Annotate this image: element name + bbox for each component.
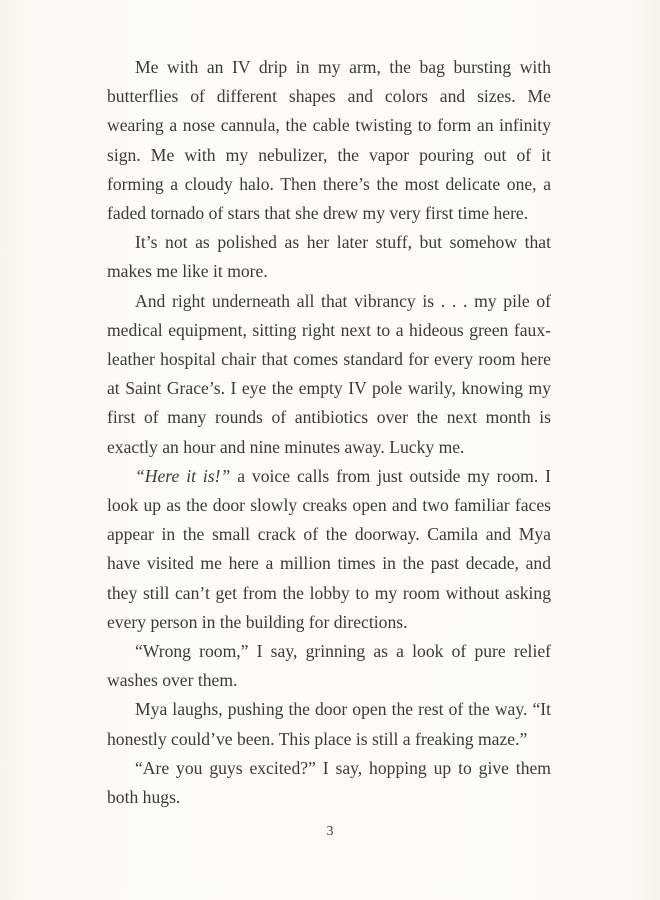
paragraph-5: “Wrong room,” I say, grinning as a look of pure relief washes over them. bbox=[107, 641, 551, 691]
page-number: 3 bbox=[326, 824, 334, 839]
paragraph-1: Me with an IV drip in my arm, the bag bursting with butterflies of different shapes and colors and sizes. Me wearing a nose cannula, the cable twisting to form an infinity sign. Me with my nebulizer, the vapor pouring out of it forming a cloudy halo. Then there’s the most delicate one, a faded tornado of stars that she drew my very first time here. bbox=[107, 57, 551, 224]
paragraph-4-rest: a voice calls from just outside my room. I look up as the door slowly creaks open and two familiar faces appear in the small crack of the doorway. Camila and Mya have visited me here a million times in the past decade, and they still can’t get from the lobby to my room without asking every person in the building for directions. bbox=[107, 465, 551, 632]
dialogue-italic: “Here it is!” bbox=[135, 465, 231, 486]
paragraph-7: “Are you guys excited?” I say, hopping up to give them both hugs. bbox=[107, 757, 551, 808]
paragraph-2: It’s not as polished as her later stuff, but somehow that makes me like it more. bbox=[107, 232, 551, 282]
paragraph-6: Mya laughs, pushing the door open the rest of the way. “It honestly could’ve been. This place is still a freaking maze.” bbox=[107, 699, 551, 749]
body-text bbox=[107, 53, 551, 812]
paragraph-4 bbox=[107, 462, 551, 637]
paragraph-3: And right underneath all that vibrancy is . . . my pile of medical equipment, sitting right next to a hideous green faux-leather hospital chair that comes standard for every room here at Saint Grace’s. I eye the empty IV pole warily, knowing my first of many rounds of antibiotics over the next month is exactly an hour and nine minutes away. Lucky me. bbox=[107, 290, 551, 457]
